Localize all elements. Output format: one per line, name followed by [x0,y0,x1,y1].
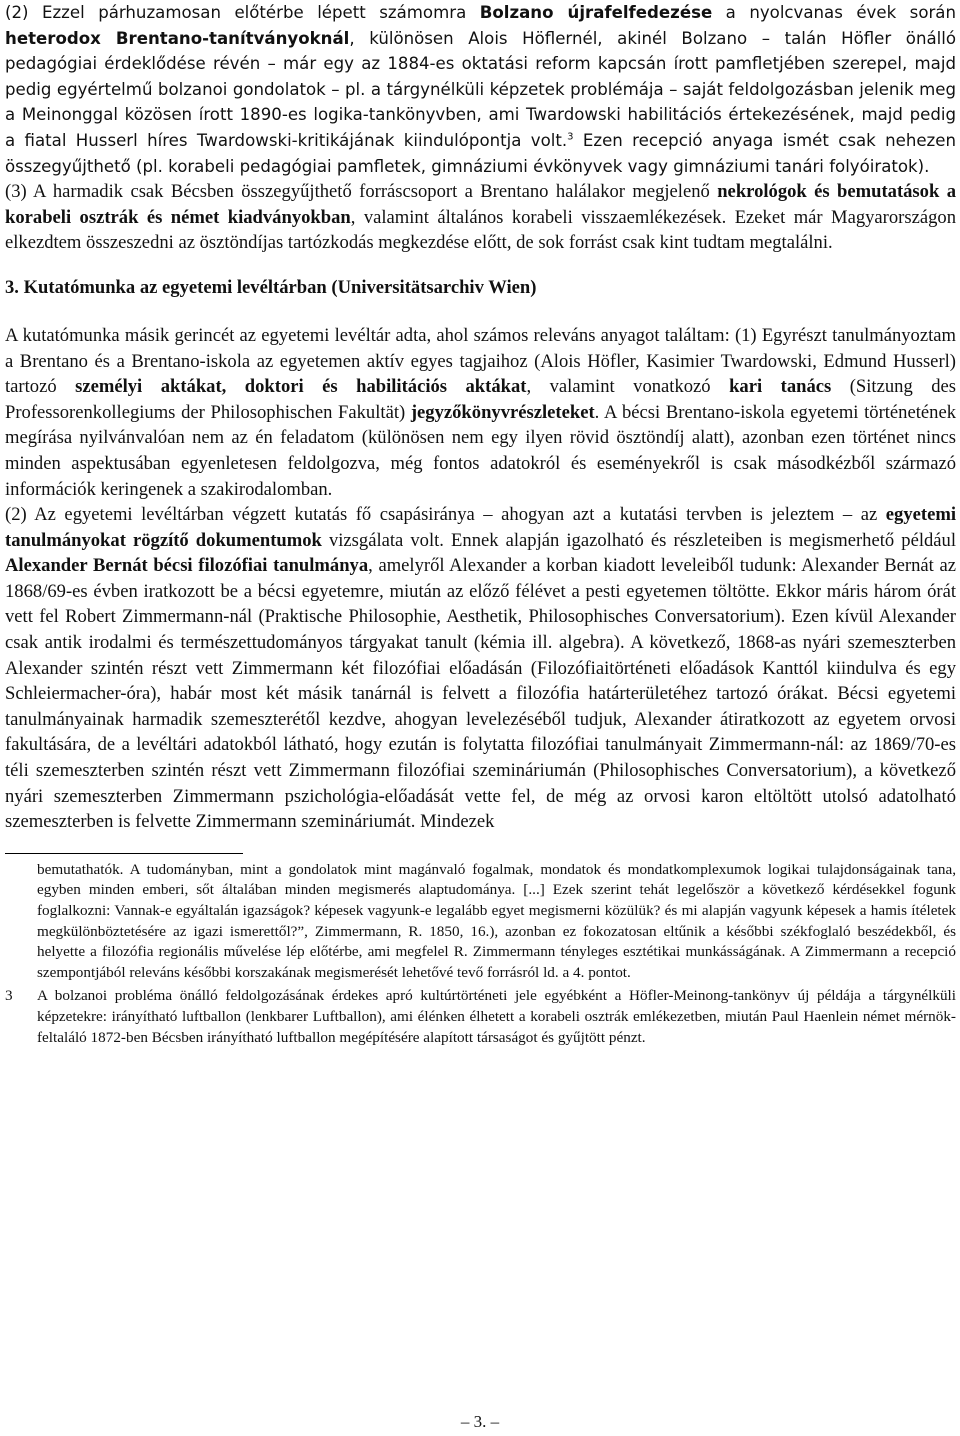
text-run: , valamint általános korabeli visszaemlékezések. Ezeket már Magyarországon elkezdtem összeszedni az ösztöndíjas tartózkodás megkezdése előtt, de sok forrást csak kint tudtam megtalálni. [5,206,956,254]
bold-term: személyi aktákat, doktori és habilitációs aktákat [75,376,527,398]
footnote-separator [5,853,243,854]
text-run: , valamint vonatkozó [526,376,730,398]
footnote-reference[interactable]: 3 [567,131,574,143]
bold-term: Alexander Bernát bécsi filozófiai tanulmánya [5,555,369,577]
text-run: , amelyről Alexander a korban kiadott leveleiből tudunk: Alexander Bernát az 1868/69-es évben iratkozott be a bécsi egyetemre, miután az előző félévet a pesti egyetemen töltötte. Ekkor máris három órát vett fel Robert Zimmermann-nál (Praktische Philosophie, Aesthetik, Philosophisches Conversatorium). Ezen kívül Alexander csak antik irodalmi és természettudományos tárgyakat tanult (kémia ill. algebra). A következő, 1868-as nyári szemeszterben Alexander szintén részt vett Zimmermann két filozófiai előadásán (Filozófiaitörténeti előadások Kanttól kiindulva és egy Schleiermacher-óra), habár most két másik tanárnál is felvett a filozófia határterületéhez tartozó órákat. Bécsi egyetemi tanulmányainak harmadik szemeszterétől kezdve, ahogyan levelezéséből tudjuk, Alexander átiratkozott az egyetem orvosi fakultására, de a levéltári adatokból látható, hogy ezután is folytatta filozófiai tanulmányait Zimmermann-nál: az 1869/70-es téli szemeszterben szintén részt vett Zimmermann filozófiai szemináriumán (Philosophisches Conversatorium), a következő nyári szemeszterben Zimmermann pszichológia-előadását vette fel, de még az orvosi karon eltöltött utolsó adatolható szemeszterben is felvette Zimmermann szemináriumát. Mindezek [5,555,956,833]
paragraph-university-archive [5,323,956,502]
text-run: vizsgálata volt. Ennek alapján igazolható és részleteiben is megismerhető például [321,529,956,551]
footnote-number: 3 [5,987,13,1005]
page-number: – 3. – [460,1412,500,1431]
paragraph-obituaries [5,179,956,256]
text-run: , különösen Alois Höflernél, akinél Bolzano – talán Höfler önálló pedagógiai érdeklődése révén – már egy az 1884-es oktatási reform kapcsán írott pamfletjében szerepel, majd pedig egyértelmű bolzanoi gondolatok – pl. a tárgynélküli képzetek problémája – saját feldolgozásban jelenik meg a Meinonggal közösen írott 1890-es logika-tankönyvben, ami Twardowski habilitációs értekezésének, majd pedig a fiatal Husserl híres Twardowski-kritikájának kiindulópontja volt. [5,28,956,150]
text-run: a nyolcvanas évek során [712,3,956,22]
text-run: Ezen recepció anyaga ismét csak nehezen összegyűjthető (pl. korabeli pedagógiai pamfletek, gimnáziumi évkönyvek vagy gimnáziumi tanári folyóiratok). [5,130,956,176]
footnote-text: A bolzanoi probléma önálló feldolgozásának érdekes apró kultúrtörténeti jele egyébként a Höfler-Meinong-tankönyv új példája a tárgynélküli képzetekre: irányítható luftballon (lenkbarer Luftballon), ami élénken élhetett a korabeli osztrák emlékezetben, miután Paul Haenlein német mérnök-feltaláló 1872-ben Bécsben irányítható luftballon megépítésére alapított társaságot és gyűjtött pénzt. [37,987,956,1046]
text-run: A kutatómunka másik gerincét az egyetemi levéltár adta, ahol számos releváns anyagot találtam: (1) Egyrészt tanulmányoztam a Brentano és a Brentano-iskola az egyetemen aktív egyes tagjaihoz (Alois Höfler, Kasimier Twardowski, Edmund Husserl) tartozó [5,324,956,398]
footnote-continuation: bemutathatók. A tudományban, mint a gondolatok mint magánvaló fogalmak, mondatok és mondatkomplexumok logikai tulajdonságainak tana, egyben minden emberi, sőt általában minden megismerés alaptudománya. [...] Ezek szerint tehát legelőször a következő kérdésekkel fogunk foglalkozni: Vannak-e egyáltalán igazságok? képesek vagyunk-e legalább egyet megismerni közülük? és mi alapján vagyunk képesek a hamis ítéletek megkülönböztetésére az igazi ismerettől?”, Zimmermann, R. 1850, 16.), azonban ez fokozatosan eltűnik a későbbi székfoglaló beszédekből, és helyette a filozófia regionális művelése lép előtérbe, ami megfelel R. Zimmermann tényleges esztétikai munkásságának. A Zimmermann a recepció szempontjából releváns későbbi korszakának megismerését lehetővé tevő forrásról ld. a 4. pontot. [37,860,956,981]
bold-term: egyetemi tanulmányokat rögzítő dokumentumok [5,504,956,551]
text-run: (3) A harmadik csak Bécsben összegyűjthető forráscsoport a Brentano halálakor megjelenő [5,181,718,203]
section-heading: 3. Kutatómunka az egyetemi levéltárban (Universitätsarchiv Wien) [5,276,537,298]
text-run: (2) Ezzel párhuzamosan előtérbe lépett számomra [5,3,480,22]
paragraph-university-studies [5,502,956,835]
bold-term: heterodox Brentano-tanítványoknál [5,28,350,48]
text-run: (Sitzung des Professorenkollegiums der Philosophischen Fakultät) [5,376,957,423]
bold-term: nekrológok és bemutatások a korabeli osztrák és német kiadványokban [5,181,956,228]
text-run: (2) Az egyetemi levéltárban végzett kutatás fő csapásiránya – ahogyan azt a kutatási tervben is jeleztem – az [5,504,886,526]
text-run: . A bécsi Brentano-iskola egyetemi történetének megírása nyilvánvalóan nem az én feladatom (különösen nem egy ilyen rövid ösztöndíj alatt), azonban ezen történet nincs minden aspektusában egyenletesen feldolgozva, még fontos adatokról és eseményekről is csak másodkézből származó információk keringenek a szakirodalomban. [5,401,956,500]
bold-term: kari tanács [729,376,832,398]
bold-term: Bolzano újrafelfedezése [479,3,713,22]
footnote-3 [5,986,956,1048]
bold-term: jegyzőkönyvrészleteket [410,401,595,423]
paragraph-bolzano-rediscovery [5,0,956,179]
